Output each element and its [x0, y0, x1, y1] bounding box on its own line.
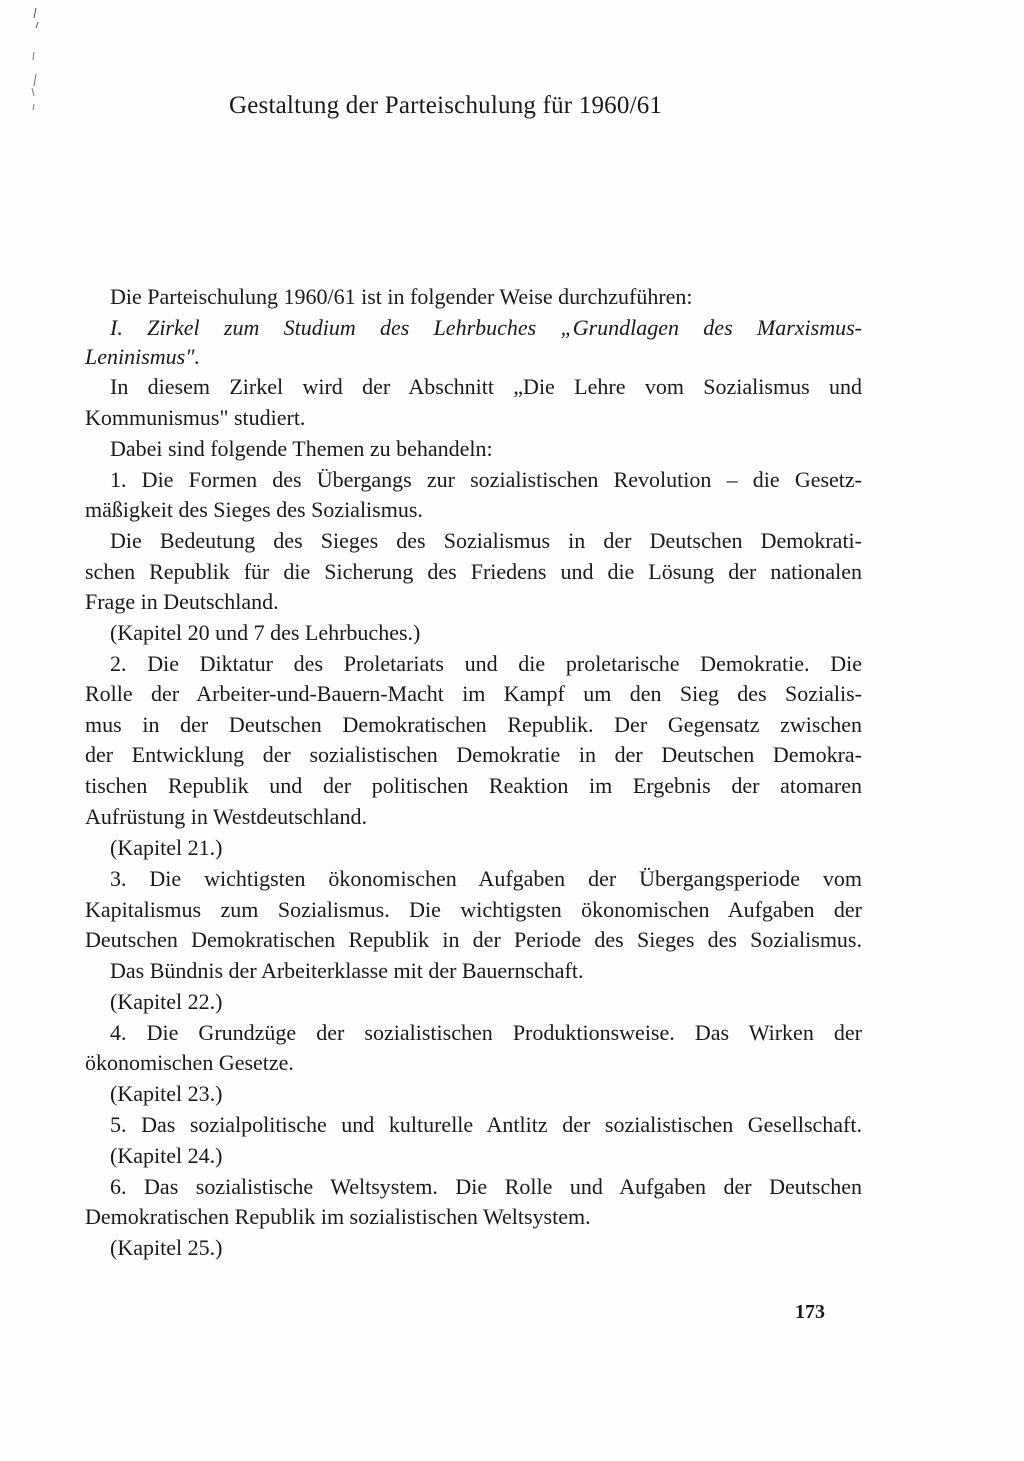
body-line: In diesem Zirkel wird der Abschnitt „Die Lehre vom Sozialismus und [110, 374, 862, 399]
body-line: Leninismus". [85, 344, 200, 369]
body-line: Aufrüstung in Westdeutschland. [85, 804, 367, 829]
body-line: (Kapitel 21.) [110, 835, 223, 860]
body-line: (Kapitel 23.) [110, 1081, 223, 1106]
margin-marks [28, 4, 42, 114]
body-line: 6. Das sozialistische Weltsystem. Die Rolle und Aufgaben der Deutschen [110, 1174, 862, 1199]
body-line: Die Bedeutung des Sieges des Sozialismus in der Deutschen Demokrati- [110, 528, 862, 553]
body-line: (Kapitel 22.) [110, 989, 223, 1014]
body-line: 4. Die Grundzüge der sozialistischen Produktionsweise. Das Wirken der [110, 1020, 862, 1045]
body-line: I. Zirkel zum Studium des Lehrbuches „Grundlagen des Marxismus- [110, 315, 862, 340]
body-line: Das Bündnis der Arbeiterklasse mit der Bauernschaft. [110, 958, 584, 983]
body-line: Kommunismus" studiert. [85, 405, 306, 430]
body-line: 2. Die Diktatur des Proletariats und die proletarische Demokratie. Die [110, 651, 862, 676]
body-line: Rolle der Arbeiter-und-Bauern-Macht im Kampf um den Sieg des Sozialis- [85, 681, 862, 706]
body-line: (Kapitel 20 und 7 des Lehrbuches.) [110, 620, 421, 645]
body-line: 1. Die Formen des Übergangs zur sozialistischen Revolution – die Gesetz- [110, 467, 862, 492]
body-line: Dabei sind folgende Themen zu behandeln: [110, 436, 493, 461]
body-line: Demokratischen Republik im sozialistischen Weltsystem. [85, 1204, 591, 1229]
body-line: tischen Republik und der politischen Reaktion im Ergebnis der atomaren [85, 773, 862, 798]
document-title: Gestaltung der Parteischulung für 1960/61 [229, 92, 663, 119]
body-line: (Kapitel 25.) [110, 1235, 223, 1260]
body-line: Die Parteischulung 1960/61 ist in folgender Weise durchzuführen: [110, 284, 693, 309]
body-line: schen Republik für die Sicherung des Friedens und die Lösung der nationalen [85, 559, 862, 584]
body-line: Frage in Deutschland. [85, 589, 279, 614]
body-line: mäßigkeit des Sieges des Sozialismus. [85, 497, 423, 522]
body-line: (Kapitel 24.) [110, 1143, 223, 1168]
body-line: der Entwicklung der sozialistischen Demokratie in der Deutschen Demokra- [85, 742, 862, 767]
body-line: 3. Die wichtigsten ökonomischen Aufgaben der Übergangsperiode vom [110, 866, 862, 891]
body-line: Deutschen Demokratischen Republik in der Periode des Sieges des Sozialismus. [85, 927, 862, 952]
body-line: Kapitalismus zum Sozialismus. Die wichtigsten ökonomischen Aufgaben der [85, 897, 862, 922]
body-line: 5. Das sozialpolitische und kulturelle Antlitz der sozialistischen Gesellschaft. [110, 1112, 862, 1137]
body-line: mus in der Deutschen Demokratischen Republik. Der Gegensatz zwischen [85, 712, 862, 737]
body-line: ökonomischen Gesetze. [85, 1050, 294, 1075]
page-number: 173 [795, 1301, 825, 1323]
